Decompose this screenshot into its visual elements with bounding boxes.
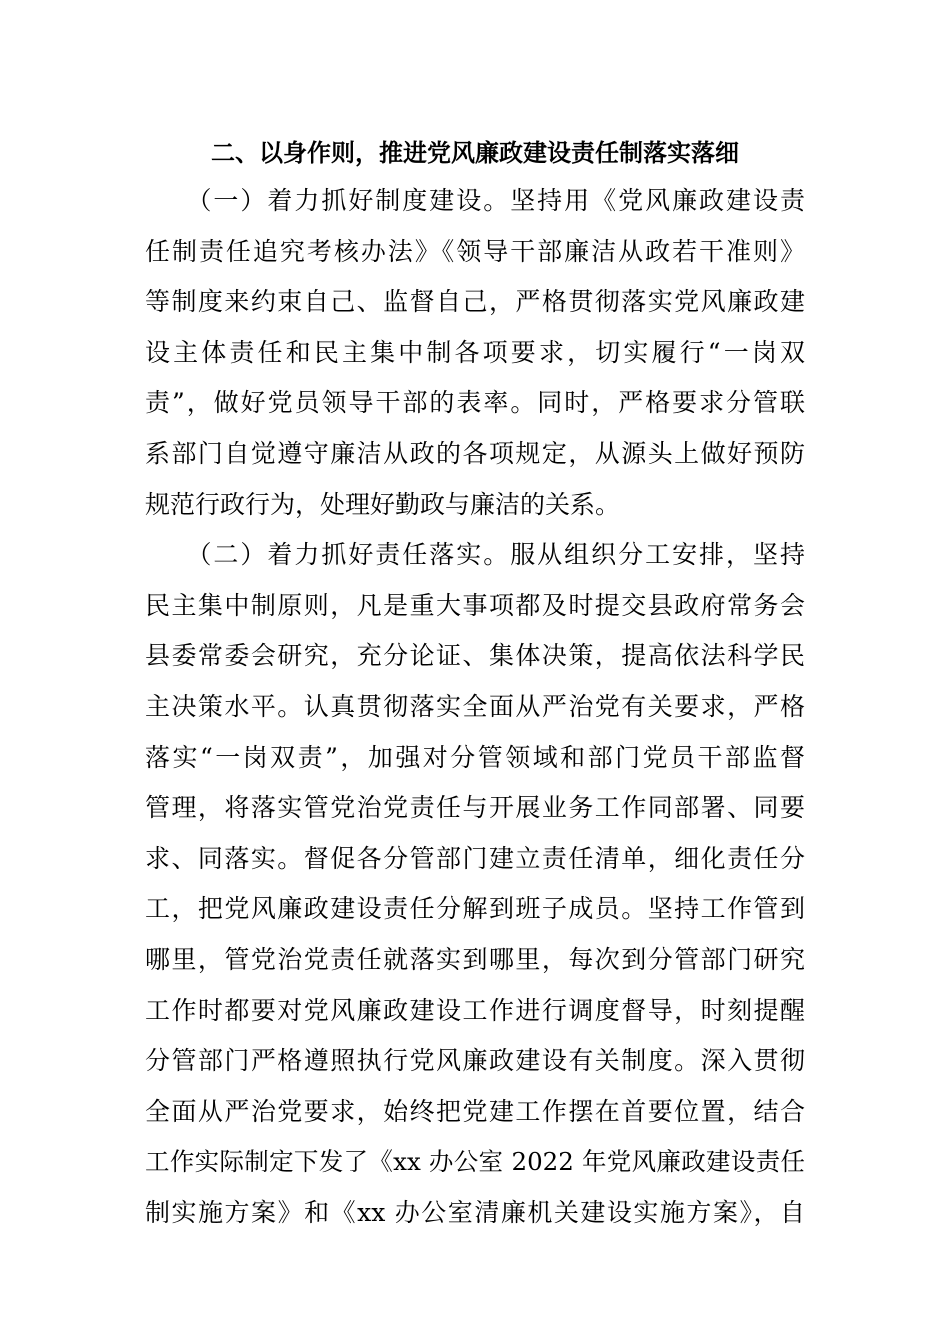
text-line: 分管部门严格遵照执行党风廉政建设有关制度。深入贯彻 <box>145 1046 805 1076</box>
text-line: 哪里，管党治党责任就落实到哪里，每次到分管部门研究 <box>145 944 805 974</box>
text-line: 管理，将落实管党治党责任与开展业务工作同部署、同要 <box>145 793 805 823</box>
text-line: 工作实际制定下发了《xx 办公室 2022 年党风廉政建设责任 <box>145 1147 805 1177</box>
text-line: 主决策水平。认真贯彻落实全面从严治党有关要求，严格 <box>145 691 805 721</box>
text-line: （一）着力抓好制度建设。坚持用《党风廉政建设责 <box>145 186 805 215</box>
text-line: 责”，做好党员领导干部的表率。同时，严格要求分管联 <box>145 388 805 418</box>
text-line: 规范行政行为，处理好勤政与廉洁的关系。 <box>145 489 621 519</box>
text-line: 全面从严治党要求，始终把党建工作摆在首要位置，结合 <box>145 1096 805 1126</box>
text-line: 工作时都要对党风廉政建设工作进行调度督导，时刻提醒 <box>145 995 805 1025</box>
text-line: （二）着力抓好责任落实。服从组织分工安排，坚持 <box>145 540 805 570</box>
text-line: 制实施方案》和《xx 办公室清廉机关建设实施方案》，自 <box>145 1197 805 1227</box>
body-text <box>145 176 805 1238</box>
text-line: 民主集中制原则，凡是重大事项都及时提交县政府常务会 <box>145 590 805 620</box>
text-line: 落实“一岗双责”，加强对分管领域和部门党员干部监督 <box>145 742 805 772</box>
text-line: 求、同落实。督促各分管部门建立责任清单，细化责任分 <box>145 843 805 873</box>
section-heading: 二、以身作则，推进党风廉政建设责任制落实落细 <box>211 139 739 167</box>
text-line: 工，把党风廉政建设责任分解到班子成员。坚持工作管到 <box>145 894 805 924</box>
text-line: 系部门自觉遵守廉洁从政的各项规定，从源头上做好预防 <box>145 438 805 468</box>
text-line: 任制责任追究考核办法》《领导干部廉洁从政若干准则》 <box>145 236 805 266</box>
text-line: 县委常委会研究，充分论证、集体决策，提高依法科学民 <box>145 641 805 671</box>
paragraph-2 <box>145 530 805 1238</box>
text-line: 等制度来约束自己、监督自己，严格贯彻落实党风廉政建 <box>145 287 805 317</box>
text-line: 设主体责任和民主集中制各项要求，切实履行“一岗双 <box>145 337 805 367</box>
paragraph-1 <box>145 176 805 530</box>
